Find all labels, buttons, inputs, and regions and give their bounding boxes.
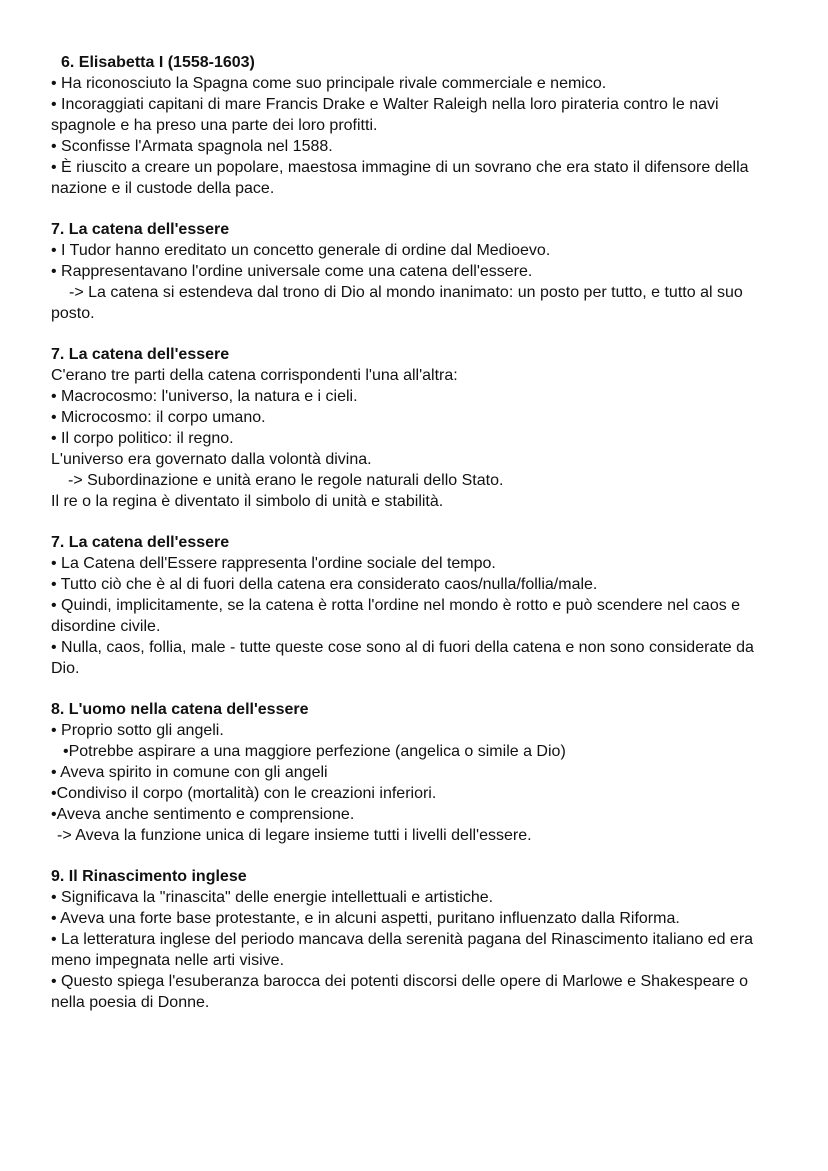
section-catena-2: [51, 344, 781, 512]
section-uomo: [51, 699, 781, 846]
text-line: • Aveva una forte base protestante, e in alcuni aspetti, puritano influenzato dalla Riforma.: [51, 910, 680, 927]
text-line: • Ha riconosciuto la Spagna come suo principale rivale commerciale e nemico.: [51, 75, 607, 92]
text-line: •Potrebbe aspirare a una maggiore perfezione (angelica o simile a Dio): [63, 743, 566, 760]
text-line: • Quindi, implicitamente, se la catena è rotta l'ordine nel mondo è rotto e può scendere nel caos e disordine civile.: [51, 597, 741, 635]
section-elisabetta: [51, 52, 781, 199]
section-heading: 6. Elisabetta I (1558-1603): [61, 54, 255, 71]
arrow-line: -> La catena si estendeva dal trono di Dio al mondo inanimato: un posto per tutto, e tutto al suo posto.: [51, 284, 743, 322]
text-line: C'erano tre parti della catena corrispondenti l'una all'altra:: [51, 367, 458, 384]
text-line: • Nulla, caos, follia, male - tutte queste cose sono al di fuori della catena e non sono considerate da Dio.: [51, 639, 754, 677]
text-line: -> Subordinazione e unità erano le regole naturali dello Stato.: [68, 472, 504, 489]
text-line: • Macrocosmo: l'universo, la natura e i cieli.: [51, 388, 358, 405]
text-line: • La letteratura inglese del periodo mancava della serenità pagana del Rinascimento italiano ed era meno impegnata nelle arti visive.: [51, 931, 754, 969]
text-line: • Significava la "rinascita" delle energie intellettuali e artistiche.: [51, 889, 494, 906]
document-page: [51, 52, 781, 1033]
section-heading: 9. Il Rinascimento inglese: [51, 868, 247, 885]
text-line: • Proprio sotto gli angeli.: [51, 722, 224, 739]
text-line: • Microcosmo: il corpo umano.: [51, 409, 266, 426]
text-line: Il re o la regina è diventato il simbolo di unità e stabilità.: [51, 493, 444, 510]
section-heading: 7. La catena dell'essere: [51, 534, 230, 551]
text-line: • Il corpo politico: il regno.: [51, 430, 234, 447]
section-rinascimento: [51, 866, 781, 1013]
text-line: -> Aveva la funzione unica di legare insieme tutti i livelli dell'essere.: [57, 827, 532, 844]
section-catena-1: [51, 219, 781, 324]
section-heading: 7. La catena dell'essere: [51, 221, 230, 238]
text-line: • I Tudor hanno ereditato un concetto generale di ordine dal Medioevo.: [51, 242, 551, 259]
text-line: • Aveva spirito in comune con gli angeli: [51, 764, 328, 781]
text-line: • Incoraggiati capitani di mare Francis Drake e Walter Raleigh nella loro pirateria contro le navi spagnole e ha preso una parte dei loro profitti.: [51, 96, 719, 134]
text-line: • Rappresentavano l'ordine universale come una catena dell'essere.: [51, 263, 533, 280]
section-heading: 7. La catena dell'essere: [51, 346, 230, 363]
text-line: • Tutto ciò che è al di fuori della catena era considerato caos/nulla/follia/male.: [51, 576, 598, 593]
section-heading: 8. L'uomo nella catena dell'essere: [51, 701, 309, 718]
text-line: • Questo spiega l'esuberanza barocca dei potenti discorsi delle opere di Marlowe e Shakespeare o nella poesia di Donne.: [51, 973, 749, 1011]
text-line: •Aveva anche sentimento e comprensione.: [51, 806, 355, 823]
section-catena-3: [51, 532, 781, 679]
text-line: [51, 282, 781, 324]
text-line: •Condiviso il corpo (mortalità) con le creazioni inferiori.: [51, 785, 437, 802]
text-line: • Sconfisse l'Armata spagnola nel 1588.: [51, 138, 333, 155]
text-line: • È riuscito a creare un popolare, maestosa immagine di un sovrano che era stato il difensore della nazione e il custode della pace.: [51, 159, 749, 197]
text-line: L'universo era governato dalla volontà divina.: [51, 451, 372, 468]
text-line: • La Catena dell'Essere rappresenta l'ordine sociale del tempo.: [51, 555, 496, 572]
